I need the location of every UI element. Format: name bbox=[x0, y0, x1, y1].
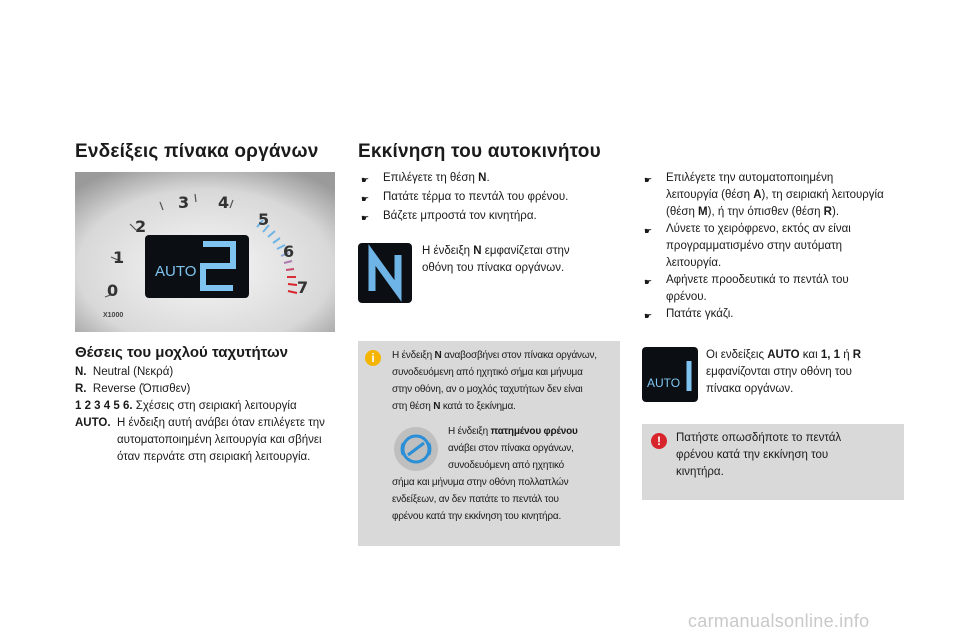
warning-icon: ! bbox=[651, 433, 667, 449]
drive-step-3: ☛ Αφήνετε προοδευτικά το πεντάλ του φρένου. bbox=[644, 272, 906, 306]
start-step-3: ☛ Βάζετε μπροστά τον κινητήρα. bbox=[361, 208, 621, 227]
drive-step-2: ☛ Λύνετε το χειρόφρενο, εκτός αν είναι προγραμματισμένο στην αυτόματη λειτουργία. bbox=[644, 221, 906, 272]
n-display-image bbox=[358, 243, 412, 303]
dial-number-6: 6 bbox=[283, 242, 295, 261]
starting-section-title: Εκκίνηση του αυτοκινήτου bbox=[358, 141, 601, 162]
gear-auto-line3: όταν περνάτε στη σειριακή λειτουργία. bbox=[117, 451, 311, 463]
gear-positions-title: Θέσεις του μοχλού ταχυτήτων bbox=[75, 344, 288, 361]
arrow-icon: ☛ bbox=[361, 194, 370, 204]
arrow-icon: ☛ bbox=[361, 175, 370, 185]
gear-auto-line2: αυτοματοποιημένη λειτουργία και σβήνει bbox=[117, 434, 322, 446]
start-step-2: ☛ Πατάτε τέρμα το πεντάλ του φρένου. bbox=[361, 189, 621, 208]
gear-item-sequential: 1 2 3 4 5 6. Σχέσεις στη σειριακή λειτουργία bbox=[75, 400, 297, 412]
dash-model-label: X1000 bbox=[103, 312, 124, 319]
n-display-glyph bbox=[358, 243, 412, 303]
dial-number-3: 3 bbox=[178, 193, 190, 212]
auto-display-label: AUTO bbox=[647, 376, 681, 390]
drive-step-1-line3: (θέση M), ή την όπισθεν (θέση R). bbox=[666, 206, 840, 218]
arrow-icon: ☛ bbox=[644, 175, 653, 185]
dial-number-7: 7 bbox=[297, 278, 309, 297]
info-box bbox=[358, 341, 620, 546]
instrument-cluster-image bbox=[75, 172, 335, 332]
drive-steps-list bbox=[644, 170, 906, 325]
dial-number-1: 1 bbox=[113, 248, 125, 267]
start-step-1: ☛ Επιλέγετε τη θέση N. bbox=[361, 170, 621, 189]
info-brake-text: Η ένδειξη πατημένου φρένου ανάβει στον πίνακα οργάνων, συνοδευόμενη από ηχητικό bbox=[448, 426, 578, 471]
info-n-warning: Η ένδειξη N αναβοσβήνει στον πίνακα οργάνων, συνοδευόμενη από ηχητικό σήμα και μήνυμα στην οθόνη, αν ο μοχλός ταχυτήτων δεν είναι στη θέση N κατά το ξεκίνημα. bbox=[392, 350, 597, 412]
drive-step-4: ☛ Πατάτε γκάζι. bbox=[644, 306, 906, 325]
dial-number-0: 0 bbox=[107, 281, 119, 300]
warning-text: Πατήστε οπωσδήποτε το πεντάλ φρένου κατά την εκκίνηση του κινητήρα. bbox=[676, 432, 842, 478]
auto-display-caption: Οι ενδείξεις AUTO και 1, 1 ή R εμφανίζονται στην οθόνη του πίνακα οργάνων. bbox=[706, 349, 862, 395]
gear-positions-list bbox=[75, 364, 335, 466]
instrument-cluster-drawing bbox=[75, 172, 335, 332]
dial-number-5: 5 bbox=[258, 210, 270, 229]
info-brake-text-cont: σήμα και μήνυμα στην οθόνη πολλαπλών ενδείξεων, αν δεν πατάτε το πεντάλ του φρένου κατά την εκκίνηση του κινητήρα. bbox=[392, 477, 569, 522]
info-icon: i bbox=[365, 350, 381, 366]
brake-pedal-icon bbox=[394, 427, 438, 471]
drive-step-1: ☛ Επιλέγετε την αυτοματοποιημένη λειτουργία (θέση A), τη σειριακή λειτουργία (θέση M), ή την όπισθεν (θέση R). bbox=[644, 170, 906, 221]
gear-item-auto: AUTO. Η ένδειξη αυτή ανάβει όταν επιλέγετε την bbox=[75, 417, 325, 429]
dial-number-4: 4 bbox=[218, 193, 230, 212]
arrow-icon: ☛ bbox=[644, 226, 653, 236]
n-display-caption: Η ένδειξη N εμφανίζεται στην οθόνη του πίνακα οργάνων. bbox=[422, 245, 570, 274]
gear-item-r: R. Reverse (Όπισθεν) bbox=[75, 383, 191, 395]
arrow-icon: ☛ bbox=[361, 213, 370, 223]
auto-display-glyph bbox=[642, 347, 698, 402]
warning-box bbox=[642, 424, 904, 500]
arrow-icon: ☛ bbox=[644, 311, 653, 321]
start-steps-list bbox=[361, 170, 621, 227]
dash-auto-label: AUTO bbox=[155, 263, 197, 280]
arrow-icon: ☛ bbox=[644, 277, 653, 287]
brake-indicator-badge bbox=[394, 427, 438, 471]
dashboard-section-title: Ενδείξεις πίνακα οργάνων bbox=[75, 141, 319, 162]
auto-display-image bbox=[642, 347, 698, 402]
drive-step-1-line2: λειτουργία (θέση A), τη σειριακή λειτουργία bbox=[666, 189, 884, 201]
watermark: carmanualsonline.info bbox=[688, 611, 870, 631]
dial-number-2: 2 bbox=[135, 217, 147, 236]
gear-item-n: N. Neutral (Νεκρά) bbox=[75, 366, 174, 378]
